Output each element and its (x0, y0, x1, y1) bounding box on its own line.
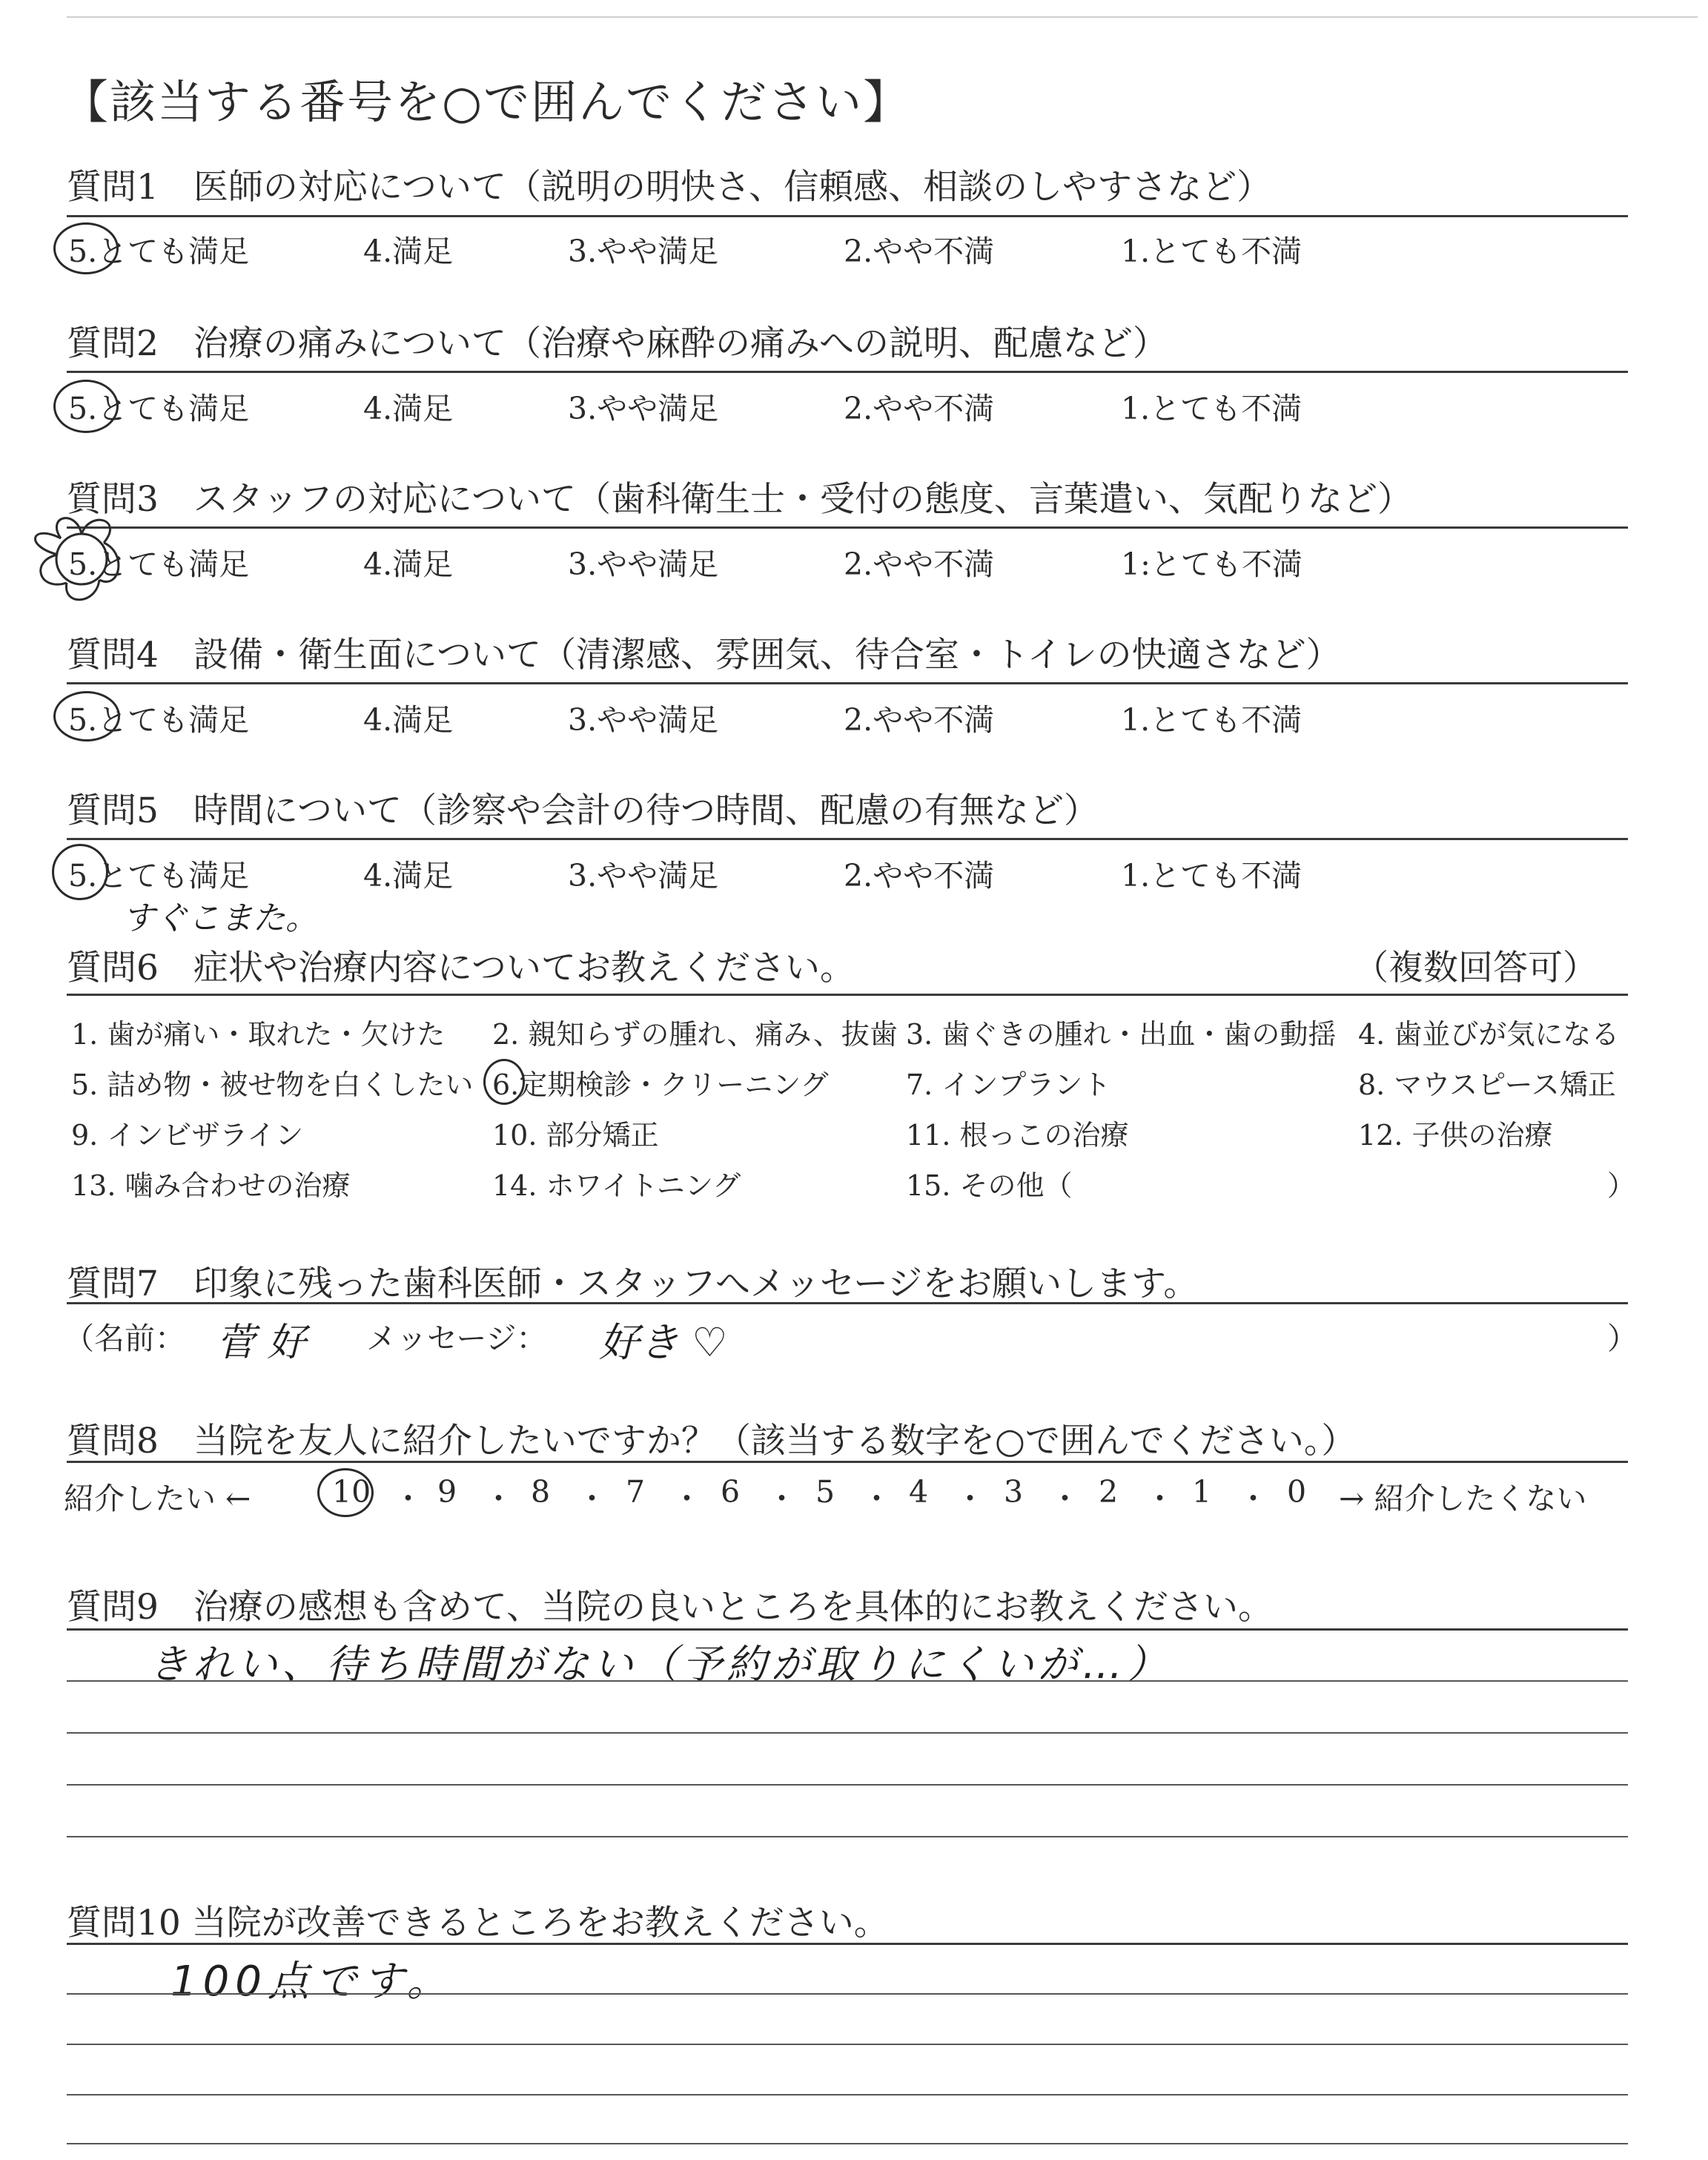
q8-sep: ・ (1145, 1481, 1175, 1516)
q9-rule (67, 1628, 1628, 1631)
q8-sep: ・ (1238, 1481, 1268, 1516)
q7-rule (67, 1302, 1628, 1304)
q10-heading: 質問10 当院が改善できるところをお教えください。 (67, 1903, 889, 1943)
q5-option-3[interactable]: 3.やや満足 (568, 858, 719, 894)
q7-heading: 質問7 印象に残った歯科医師・スタッフへメッセージをお願いします。 (67, 1264, 1199, 1304)
q6-item-7[interactable]: 7. インプラント (906, 1069, 1111, 1101)
q8-sep: ・ (483, 1481, 514, 1516)
q5-option-2[interactable]: 2.やや不満 (844, 858, 995, 894)
q6-item-4[interactable]: 4. 歯並びが気になる (1358, 1018, 1620, 1051)
q5-option-4[interactable]: 4.満足 (363, 858, 454, 894)
q2-option-2[interactable]: 2.やや不満 (844, 391, 995, 426)
q7-message-value[interactable]: 好き ♡ (599, 1319, 728, 1366)
q4-selection-circle (53, 691, 120, 742)
q1-option-4[interactable]: 4.満足 (363, 234, 454, 269)
q6-item-13[interactable]: 13. 噛み合わせの治療 (71, 1169, 351, 1202)
q8-sep: ・ (393, 1481, 423, 1516)
q7-name-value[interactable]: 菅 好 (216, 1321, 306, 1365)
q2-selection-circle (53, 380, 119, 433)
q6-item-8[interactable]: 8. マウスピース矯正 (1358, 1069, 1616, 1101)
q4-option-2[interactable]: 2.やや不満 (844, 702, 995, 738)
q10-answer-line (67, 1993, 1628, 1995)
q3-option-4[interactable]: 4.満足 (363, 546, 454, 582)
q6-item-1[interactable]: 1. 歯が痛い・取れた・欠けた (71, 1018, 446, 1051)
q2-option-4[interactable]: 4.満足 (363, 391, 454, 426)
q6-item-9[interactable]: 9. インビザライン (71, 1119, 304, 1152)
q2-rule (67, 371, 1628, 373)
q8-scale-9[interactable]: 9 (437, 1474, 457, 1510)
q1-option-2[interactable]: 2.やや不満 (844, 234, 995, 269)
q5-option-5[interactable]: 5.とても満足 (68, 858, 250, 894)
q8-heading: 質問8 当院を友人に紹介したいですか？（該当する数字を○で囲んでください。） (67, 1421, 1357, 1462)
q2-heading: 質問2 治療の痛みについて（治療や麻酔の痛みへの説明、配慮など） (67, 323, 1168, 364)
q2-option-3[interactable]: 3.やや満足 (568, 391, 719, 426)
q6-multi-note: （複数回答可） (1354, 948, 1598, 988)
q1-option-1[interactable]: 1.とても不満 (1121, 234, 1302, 269)
q2-option-1[interactable]: 1.とても不満 (1121, 391, 1302, 426)
q5-heading: 質問5 時間について（診察や会計の待つ時間、配慮の有無など） (67, 790, 1099, 831)
q6-close-paren: ） (1607, 1169, 1636, 1202)
q7-message-label: メッセージ： (366, 1321, 547, 1356)
q4-rule (67, 682, 1628, 684)
q5-option-1[interactable]: 1.とても不満 (1121, 858, 1302, 894)
q4-option-1[interactable]: 1.とても不満 (1121, 702, 1302, 738)
q8-scale-5[interactable]: 5 (815, 1474, 835, 1510)
q2-option-5[interactable]: 5.とても満足 (68, 391, 250, 426)
q8-scale-6[interactable]: 6 (721, 1474, 741, 1510)
q1-option-3[interactable]: 3.やや満足 (568, 234, 719, 269)
q10-answer-line (67, 2143, 1628, 2144)
q7-close-paren: ） (1607, 1321, 1638, 1356)
q5-rule (67, 838, 1628, 840)
q6-item-10[interactable]: 10. 部分矯正 (492, 1119, 659, 1152)
q6-selection-circle (483, 1059, 525, 1105)
q8-sep: ・ (861, 1481, 892, 1516)
q8-selection-circle (317, 1468, 374, 1517)
top-border (67, 16, 1698, 18)
q3-option-5[interactable]: 5.とても満足 (68, 546, 250, 582)
q8-right-label: → 紹介したくない (1339, 1481, 1587, 1516)
q8-sep: ・ (577, 1481, 607, 1516)
q1-selection-circle (53, 222, 119, 274)
q6-item-6[interactable]: 6.定期検診・クリーニング (492, 1069, 829, 1101)
q1-heading: 質問1 医師の対応について（説明の明快さ、信頼感、相談のしやすさなど） (67, 167, 1272, 208)
q4-option-4[interactable]: 4.満足 (363, 702, 454, 738)
q1-option-5[interactable]: 5.とても満足 (68, 234, 250, 269)
q4-option-3[interactable]: 3.やや満足 (568, 702, 719, 738)
q6-rule (67, 994, 1628, 996)
q9-heading: 質問9 治療の感想も含めて、当院の良いところを具体的にお教えください。 (67, 1587, 1273, 1628)
q3-flower-doodle (16, 509, 142, 620)
q6-item-11[interactable]: 11. 根っこの治療 (906, 1119, 1129, 1152)
q8-scale-8[interactable]: 8 (531, 1474, 551, 1510)
q10-rule (67, 1943, 1628, 1945)
q4-option-5[interactable]: 5.とても満足 (68, 702, 250, 738)
q5-selection-circle (52, 844, 108, 900)
q7-name-label: （名前： (64, 1321, 185, 1356)
q3-option-3[interactable]: 3.やや満足 (568, 546, 719, 582)
q8-scale-1[interactable]: 1 (1192, 1474, 1212, 1510)
q5-handwritten-note: すぐこまた。 (122, 899, 318, 937)
q6-item-5[interactable]: 5. 詰め物・被せ物を白くしたい (71, 1069, 474, 1101)
q8-sep: ・ (672, 1481, 702, 1516)
q3-option-1[interactable]: 1:とても不満 (1121, 546, 1302, 582)
q10-answer-line (67, 2094, 1628, 2095)
q6-item-2[interactable]: 2. 親知らずの腫れ、痛み、抜歯 (492, 1018, 898, 1051)
q8-scale-4[interactable]: 4 (909, 1474, 929, 1510)
q6-item-15[interactable]: 15. その他（ (906, 1169, 1073, 1202)
q3-rule (67, 526, 1628, 529)
q8-scale-3[interactable]: 3 (1004, 1474, 1024, 1510)
q10-answer[interactable]: 100点です。 (171, 1958, 454, 2006)
q8-scale-0[interactable]: 0 (1287, 1474, 1307, 1510)
q6-item-3[interactable]: 3. 歯ぐきの腫れ・出血・歯の動揺 (906, 1018, 1337, 1051)
q9-answer-line (67, 1784, 1628, 1786)
q9-answer-line (67, 1680, 1628, 1682)
page-title: 【該当する番号を○で囲んでください】 (62, 75, 911, 129)
q6-item-14[interactable]: 14. ホワイトニング (492, 1169, 741, 1202)
q8-scale-2[interactable]: 2 (1099, 1474, 1119, 1510)
q8-sep: ・ (767, 1481, 797, 1516)
q8-sep: ・ (955, 1481, 985, 1516)
q6-item-12[interactable]: 12. 子供の治療 (1358, 1119, 1553, 1152)
q3-option-2[interactable]: 2.やや不満 (844, 546, 995, 582)
q8-rule (67, 1461, 1628, 1463)
q8-left-label: 紹介したい ← (64, 1481, 251, 1516)
q4-heading: 質問4 設備・衛生面について（清潔感、雰囲気、待合室・トイレの快適さなど） (67, 635, 1341, 676)
q8-scale-10[interactable]: 10 (332, 1474, 371, 1510)
q10-answer-line (67, 2044, 1628, 2045)
q1-rule (67, 215, 1628, 217)
q3-heading: 質問3 スタッフの対応について（歯科衛生士・受付の態度、言葉遣い、気配りなど） (67, 479, 1412, 520)
q8-sep: ・ (1050, 1481, 1080, 1516)
q9-answer-line (67, 1836, 1628, 1837)
q9-answer[interactable]: きれい、待ち時間がない（予約が取りにくいが…） (148, 1641, 1171, 1688)
q6-heading: 質問6 症状や治療内容についてお教えください。 (67, 948, 855, 988)
q9-answer-line (67, 1732, 1628, 1734)
q8-scale-7[interactable]: 7 (626, 1474, 646, 1510)
